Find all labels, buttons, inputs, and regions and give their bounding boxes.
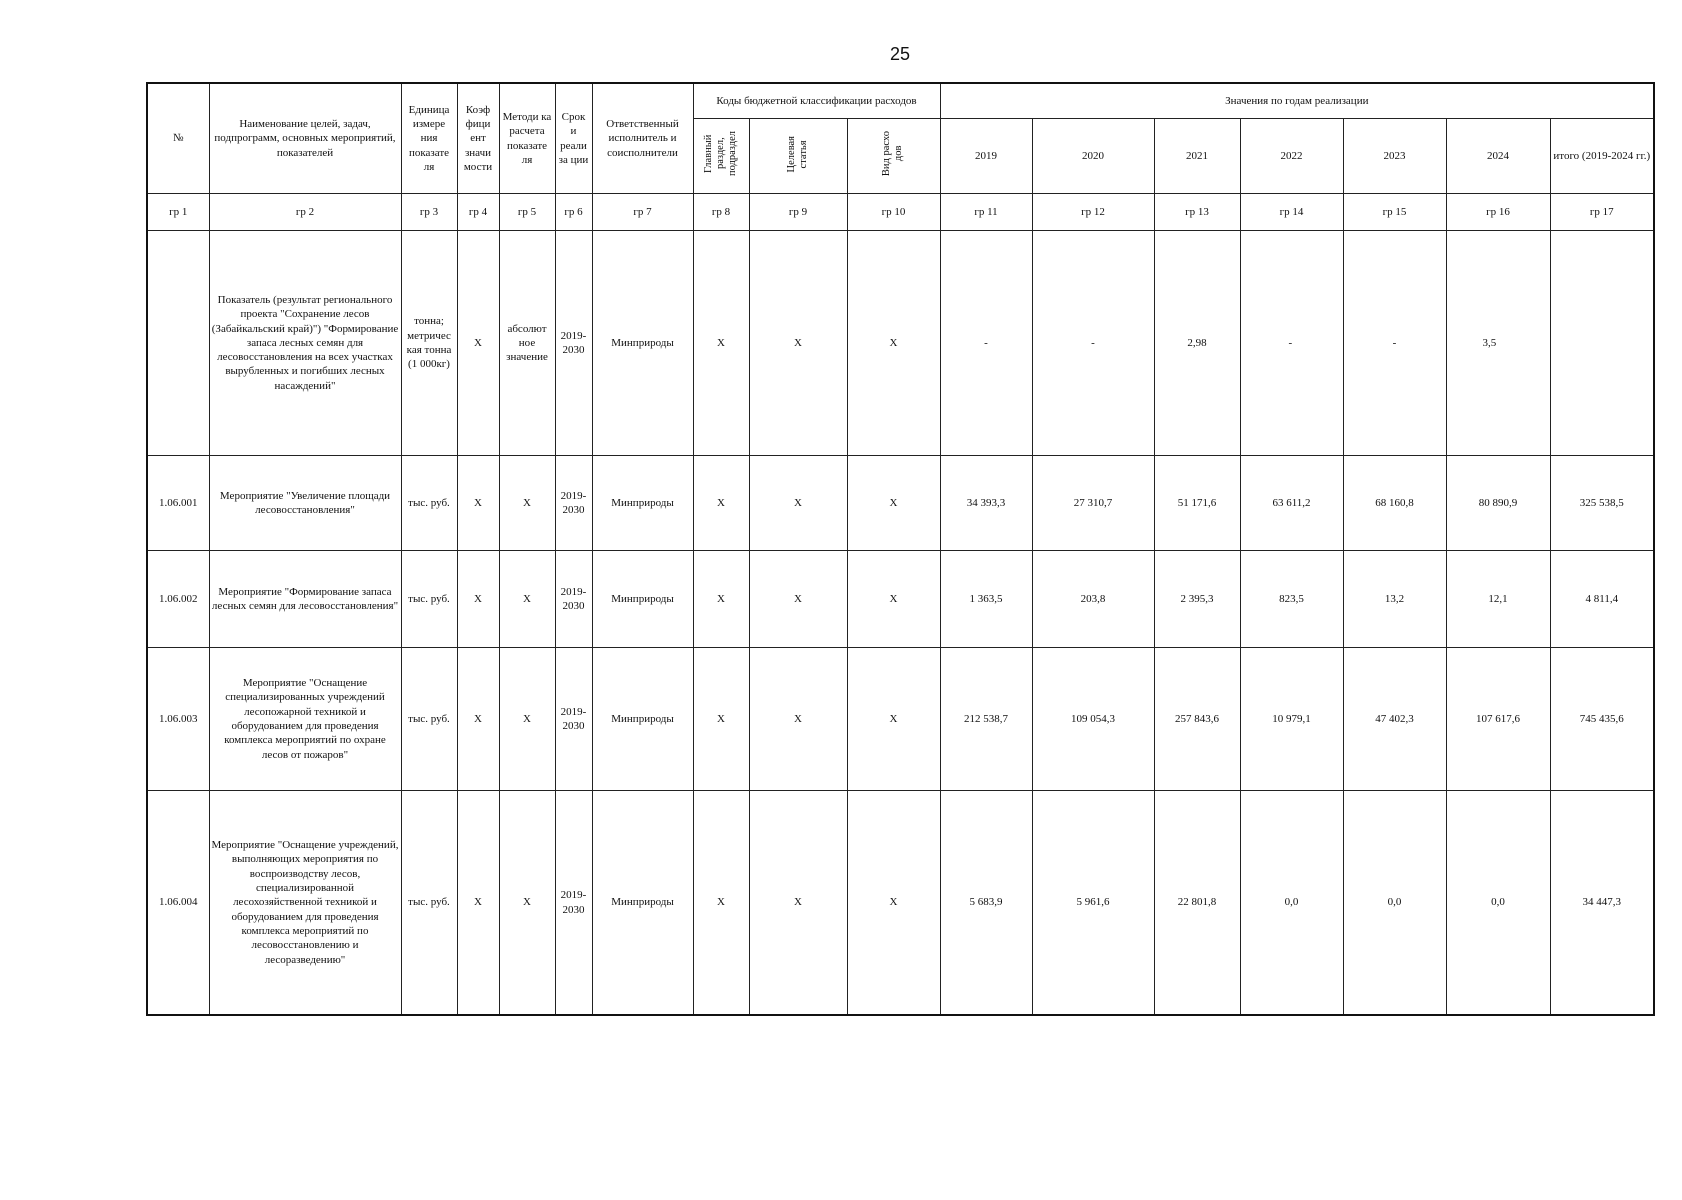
gr-label: гр 8 (693, 194, 749, 231)
row-budget-chapter: X (693, 231, 749, 456)
header-budget-chapter: Главный раздел, подраздел (693, 119, 749, 194)
program-table (146, 82, 1655, 1016)
row-value-2022: 823,5 (1240, 551, 1343, 648)
gr-label: гр 16 (1446, 194, 1550, 231)
row-budget-chapter: X (693, 791, 749, 1016)
row-value-2020: 109 054,3 (1032, 648, 1154, 791)
row-budget-kind: X (847, 648, 940, 791)
table-row (147, 791, 1654, 1016)
row-unit: тыс. руб. (401, 648, 457, 791)
row-value-2023: - (1343, 231, 1446, 456)
row-budget-kind: X (847, 791, 940, 1016)
row-total: 34 447,3 (1550, 791, 1654, 1016)
row-budget-article: X (749, 456, 847, 551)
gr-label: гр 11 (940, 194, 1032, 231)
row-name: Показатель (результат регионального проекта "Сохранение лесов (Забайкальский край)") "Формирование запаса лесных семян для лесовосстановления на всех участках вырубленных и погибших лесных насаждений" (209, 231, 401, 456)
row-value-2021: 22 801,8 (1154, 791, 1240, 1016)
gr-label: гр 2 (209, 194, 401, 231)
gr-label: гр 7 (592, 194, 693, 231)
row-value-2019: - (940, 231, 1032, 456)
row-budget-chapter: X (693, 456, 749, 551)
row-value-2024: 80 890,9 (1446, 456, 1550, 551)
row-value-2021: 2,98 (1154, 231, 1240, 456)
gr-label: гр 17 (1550, 194, 1654, 231)
row-name: Мероприятие "Увеличение площади лесовосстановления" (209, 456, 401, 551)
row-value-2023: 68 160,8 (1343, 456, 1446, 551)
gr-label: гр 15 (1343, 194, 1446, 231)
row-term: 2019-2030 (555, 791, 592, 1016)
header-coef: Коэф фици ент значи мости (457, 83, 499, 194)
row-coef: X (457, 456, 499, 551)
row-budget-chapter: X (693, 551, 749, 648)
row-budget-kind: X (847, 231, 940, 456)
row-value-2024: 0,0 (1446, 791, 1550, 1016)
header-year-2022: 2022 (1240, 119, 1343, 194)
row-total: 745 435,6 (1550, 648, 1654, 791)
row-method: X (499, 791, 555, 1016)
row-responsible: Минприроды (592, 456, 693, 551)
header-num: № (147, 83, 209, 194)
row-value-2019: 1 363,5 (940, 551, 1032, 648)
row-method: X (499, 456, 555, 551)
row-method: X (499, 551, 555, 648)
gr-label: гр 10 (847, 194, 940, 231)
row-budget-kind: X (847, 551, 940, 648)
row-num: 1.06.002 (147, 551, 209, 648)
header-method: Методи ка расчета показате ля (499, 83, 555, 194)
page-number: 25 (889, 44, 911, 64)
row-value-2022: 10 979,1 (1240, 648, 1343, 791)
row-term: 2019-2030 (555, 551, 592, 648)
row-method: X (499, 648, 555, 791)
row-num: 1.06.001 (147, 456, 209, 551)
header-budget-kind: Вид расхо дов (847, 119, 940, 194)
table-row (147, 456, 1654, 551)
row-unit: тыс. руб. (401, 551, 457, 648)
row-value-2023: 13,2 (1343, 551, 1446, 648)
header-year-2020: 2020 (1032, 119, 1154, 194)
gr-label: гр 4 (457, 194, 499, 231)
row-coef: X (457, 648, 499, 791)
row-value-2022: - (1240, 231, 1343, 456)
row-value-2020: - (1032, 231, 1154, 456)
row-value-2019: 5 683,9 (940, 791, 1032, 1016)
row-budget-article: X (749, 551, 847, 648)
row-budget-article: X (749, 648, 847, 791)
column-number-row (147, 194, 1654, 231)
row-value-2023: 47 402,3 (1343, 648, 1446, 791)
gr-label: гр 6 (555, 194, 592, 231)
table-row (147, 231, 1654, 456)
row-term: 2019-2030 (555, 648, 592, 791)
gr-label: гр 3 (401, 194, 457, 231)
gr-label: гр 9 (749, 194, 847, 231)
row-value-2022: 63 611,2 (1240, 456, 1343, 551)
header-year-2021: 2021 (1154, 119, 1240, 194)
row-name: Мероприятие "Оснащение специализированных учреждений лесопожарной техникой и оборудованием для проведения комплекса мероприятий по охране лесов от пожаров" (209, 648, 401, 791)
row-value-2020: 27 310,7 (1032, 456, 1154, 551)
header-responsible: Ответственный исполнитель и соисполнители (592, 83, 693, 194)
gr-label: гр 14 (1240, 194, 1343, 231)
header-term: Срок и реали за ции (555, 83, 592, 194)
row-term: 2019-2030 (555, 456, 592, 551)
gr-label: гр 12 (1032, 194, 1154, 231)
row-value-2020: 203,8 (1032, 551, 1154, 648)
row-method: абсолют ное значение (499, 231, 555, 456)
row-total: 325 538,5 (1550, 456, 1654, 551)
row-total: 4 811,4 (1550, 551, 1654, 648)
row-value-2024: 12,1 (1446, 551, 1550, 648)
row-unit: тыс. руб. (401, 791, 457, 1016)
row-value-2021: 51 171,6 (1154, 456, 1240, 551)
header-year-2024: 2024 (1446, 119, 1550, 194)
row-responsible: Минприроды (592, 648, 693, 791)
row-coef: X (457, 551, 499, 648)
gr-label: гр 1 (147, 194, 209, 231)
header-years-group: Значения по годам реализации (940, 83, 1654, 119)
table-row (147, 551, 1654, 648)
row-unit: тонна; метричес кая тонна (1 000кг) (401, 231, 457, 456)
row-name: Мероприятие "Формирование запаса лесных семян для лесовосстановления" (209, 551, 401, 648)
row-responsible: Минприроды (592, 551, 693, 648)
row-responsible: Минприроды (592, 791, 693, 1016)
row-num: 1.06.003 (147, 648, 209, 791)
row-unit: тыс. руб. (401, 456, 457, 551)
row-responsible: Минприроды (592, 231, 693, 456)
row-term: 2019-2030 (555, 231, 592, 456)
row-value-2021: 257 843,6 (1154, 648, 1240, 791)
header-year-2019: 2019 (940, 119, 1032, 194)
row-value-2019: 34 393,3 (940, 456, 1032, 551)
header-total: итого (2019-2024 гг.) (1550, 119, 1654, 194)
table-row (147, 648, 1654, 791)
row-value-2020: 5 961,6 (1032, 791, 1154, 1016)
row-value-2023: 0,0 (1343, 791, 1446, 1016)
row-budget-article: X (749, 231, 847, 456)
row-num: 1.06.004 (147, 791, 209, 1016)
header-budget-article: Целевая статья (749, 119, 847, 194)
header-row-top (147, 83, 1654, 119)
row-budget-chapter: X (693, 648, 749, 791)
header-name: Наименование целей, задач, подпрограмм, основных мероприятий, показателей (209, 83, 401, 194)
row-value-2021: 2 395,3 (1154, 551, 1240, 648)
row-value-2024: 107 617,6 (1446, 648, 1550, 791)
row-budget-kind: X (847, 456, 940, 551)
row-value-2022: 0,0 (1240, 791, 1343, 1016)
row-value-2024: 3,5 (1446, 231, 1550, 456)
gr-label: гр 5 (499, 194, 555, 231)
row-coef: X (457, 231, 499, 456)
header-unit: Единица измере ния показате ля (401, 83, 457, 194)
row-name: Мероприятие "Оснащение учреждений, выполняющих мероприятия по воспроизводству лесов, специализированной лесохозяйственной техникой и оборудованием для проведения комплекса мероприятий по лесовосстановлению и лесоразведению" (209, 791, 401, 1016)
header-budget-codes: Коды бюджетной классификации расходов (693, 83, 940, 119)
gr-label: гр 13 (1154, 194, 1240, 231)
row-value-2019: 212 538,7 (940, 648, 1032, 791)
row-num (147, 231, 209, 456)
row-coef: X (457, 791, 499, 1016)
header-year-2023: 2023 (1343, 119, 1446, 194)
row-total (1550, 231, 1654, 456)
row-budget-article: X (749, 791, 847, 1016)
